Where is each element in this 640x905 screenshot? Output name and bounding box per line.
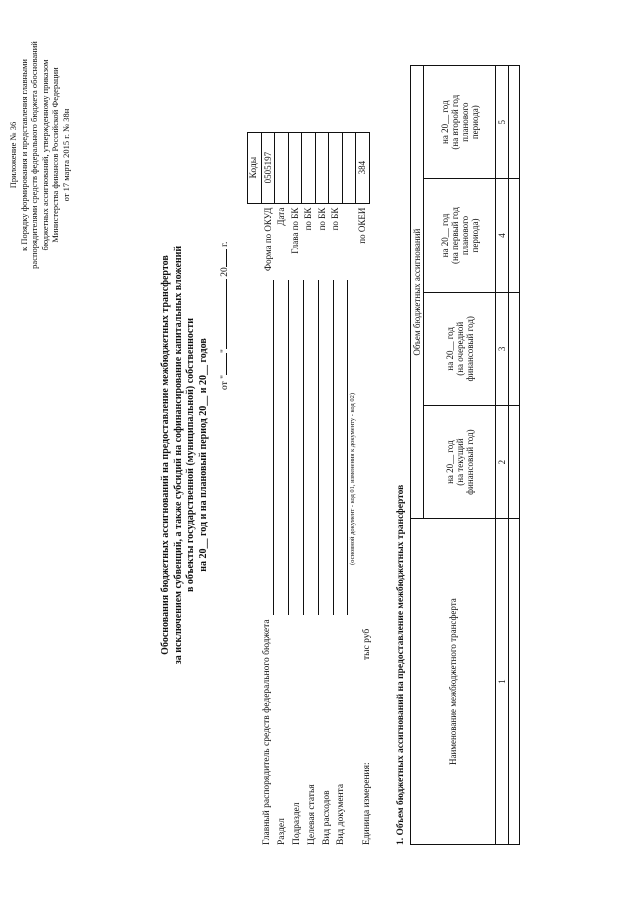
field-unit-value: тыс руб xyxy=(362,628,372,660)
codes-value[interactable] xyxy=(302,132,316,203)
codes-row xyxy=(302,132,316,275)
codes-value[interactable]: 384 xyxy=(356,132,370,203)
field-section-label: Раздел xyxy=(277,818,287,845)
field-section-line[interactable] xyxy=(288,280,289,615)
date-day-blank[interactable] xyxy=(226,353,227,375)
column-header: на 20__ год (на второй год планового периода) xyxy=(424,66,496,179)
field-subsection-line[interactable] xyxy=(303,280,304,615)
field-unit-label: Единица измерения: xyxy=(362,762,372,845)
codes-value[interactable] xyxy=(315,132,329,203)
date-month-blank[interactable] xyxy=(226,279,227,349)
date-middle: " xyxy=(220,349,230,353)
codes-label: по ОКЕИ xyxy=(357,207,368,244)
table-cell[interactable] xyxy=(509,66,520,179)
date-year-blank[interactable] xyxy=(226,249,227,267)
section1-heading: 1. Объем бюджетных ассигнований на предоставление межбюджетных трансфертов xyxy=(396,484,406,845)
codes-label: по БК xyxy=(303,207,314,231)
codes-header: Коды xyxy=(248,132,262,203)
codes-row xyxy=(329,132,343,275)
date-suffix: г. xyxy=(220,241,230,247)
date-prefix: от " xyxy=(220,374,230,390)
field-expense-type-line[interactable] xyxy=(333,280,334,615)
codes-row xyxy=(261,132,275,275)
appendix-line: от 17 марта 2015 г. № 38н xyxy=(60,108,71,202)
codes-label: Дата xyxy=(276,207,287,226)
title-line: в объекты государственной (муниципальной) собственности xyxy=(185,317,196,593)
title-line: на 20__ год и на плановый период 20__ и 20__ годов xyxy=(197,338,209,572)
field-doc-type-label: Вид документа xyxy=(336,783,346,845)
codes-value[interactable] xyxy=(275,132,289,203)
codes-value[interactable] xyxy=(342,132,356,203)
field-subsection-label: Подраздел xyxy=(292,802,302,845)
codes-value[interactable]: 0505197 xyxy=(261,132,275,203)
codes-row xyxy=(342,132,356,275)
field-doc-type-line[interactable] xyxy=(347,280,348,615)
appendix-line: бюджетных ассигнований, утвержденному приказом xyxy=(39,59,50,251)
title-line: Обоснования бюджетных ассигнований на предоставление межбюджетных трансфертов xyxy=(160,255,171,655)
table-cell[interactable] xyxy=(509,405,520,518)
codes-label: Глава по БК xyxy=(289,207,300,254)
column-number: 4 xyxy=(496,179,509,292)
codes-label xyxy=(342,203,356,275)
title-line: за исключением субвенций, а также субсидий на софинансирование капитальных вложений xyxy=(172,245,184,665)
group-header: Объем бюджетных ассигнований xyxy=(411,66,424,519)
field-manager-line[interactable] xyxy=(273,280,274,615)
field-expense-type-label: Вид расходов xyxy=(322,790,332,845)
column-number: 5 xyxy=(496,66,509,179)
field-target-label: Целевая статья xyxy=(307,784,317,845)
table-cell[interactable] xyxy=(509,292,520,405)
document-title xyxy=(160,165,210,745)
column-number: 3 xyxy=(496,292,509,405)
codes-row xyxy=(356,132,370,275)
transfers-table xyxy=(410,65,520,845)
table-cell[interactable] xyxy=(509,179,520,292)
appendix-block xyxy=(8,5,71,305)
field-target-line[interactable] xyxy=(318,280,319,615)
codes-value[interactable] xyxy=(288,132,302,203)
column-header: на 20__ год (на первый год планового периода) xyxy=(424,179,496,292)
table-row xyxy=(509,66,520,845)
appendix-line: Приложение № 36 xyxy=(8,121,18,189)
appendix-line: к Порядку формирования и представления главными xyxy=(18,59,29,251)
codes-row xyxy=(288,132,302,275)
codes-row xyxy=(275,132,289,275)
column-number-row xyxy=(496,66,509,845)
field-doc-type-hint: (основной документ - код 01, изменения к документу - код 02) xyxy=(349,392,356,565)
date-line xyxy=(220,242,230,390)
table-cell[interactable] xyxy=(509,519,520,845)
codes-value[interactable] xyxy=(329,132,343,203)
codes-label: по БК xyxy=(330,207,341,231)
appendix-line: распорядителями средств федерального бюджета обоснований xyxy=(29,41,39,269)
codes-label: Форма по ОКУД xyxy=(262,207,273,271)
column-header: на 20__ год (на очередной финансовый год) xyxy=(424,292,496,405)
appendix-line: Министерства финансов Российской Федерации xyxy=(50,67,60,243)
date-year-prefix: 20 xyxy=(220,267,230,277)
codes-label: по БК xyxy=(316,207,327,231)
column-header: на 20__ год (на текущий финансовый год) xyxy=(424,405,496,518)
field-manager-label: Главный распорядитель средств федерального бюджета xyxy=(262,619,272,845)
column-number: 2 xyxy=(496,405,509,518)
codes-row xyxy=(315,132,329,275)
column-number: 1 xyxy=(496,519,509,845)
name-column-header: Наименование межбюджетного трансферта xyxy=(411,519,496,845)
codes-table xyxy=(247,132,370,275)
